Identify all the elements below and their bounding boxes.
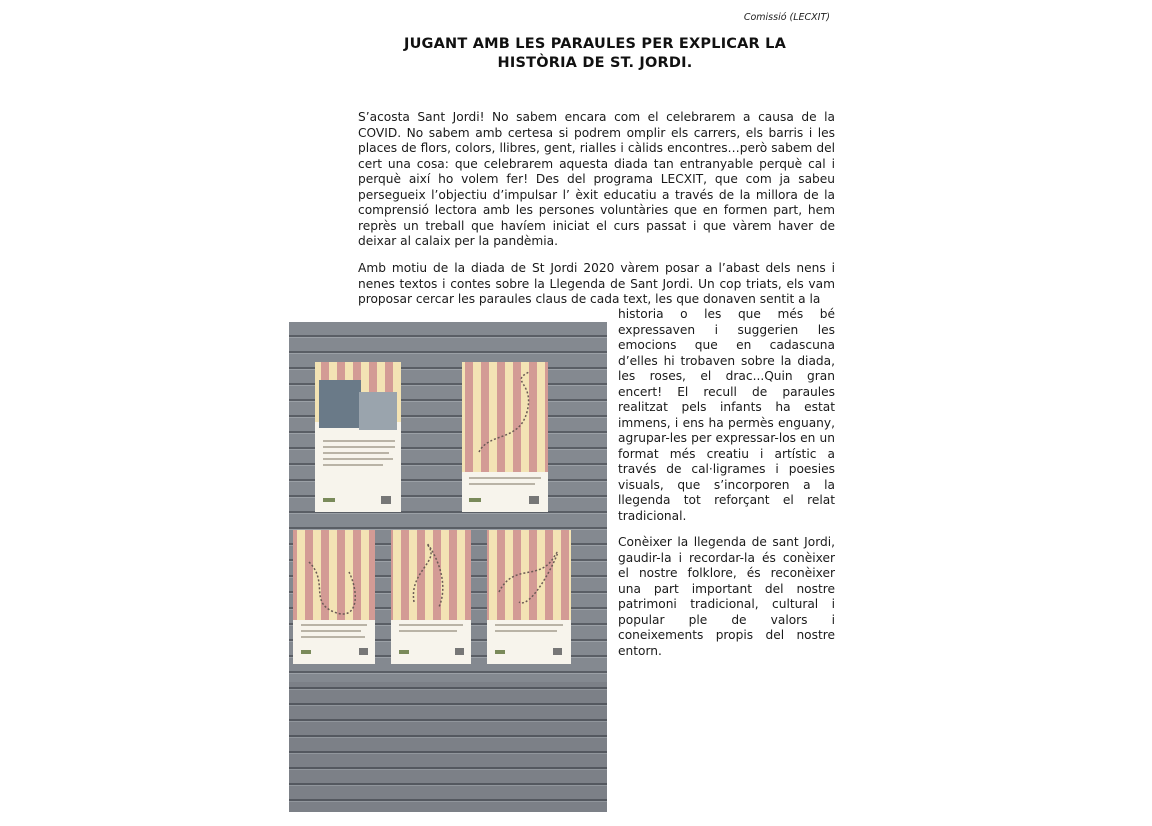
title-line-2: HISTÒRIA DE ST. JORDI. bbox=[497, 55, 693, 71]
poster-top-left bbox=[315, 362, 401, 512]
poster-bottom-right bbox=[487, 530, 571, 664]
paragraph-sant-jordi-2020-continued: historia o les que més bé expressaven i suggerien les emocions que en cadascuna d’elles hi trobaven sobre la diada, les roses, el drac...Quin gran encert! El recull de paraules realitzat pels infants ha estat immens, i ens ha permès enguany, agrupar-les per expressar-los en un format més creatiu i artístic a través de cal·ligrames i poesies visuals, que s’incorporen a la llegenda tot reforçant el relat tradicional. bbox=[618, 307, 835, 523]
title-line-1: JUGANT AMB LES PARAULES PER EXPLICAR LA bbox=[403, 36, 787, 52]
poster-bottom-middle bbox=[391, 530, 471, 664]
poster-bottom-left bbox=[293, 530, 375, 664]
header-note: Comissió (LECXIT) bbox=[743, 12, 830, 23]
page-title bbox=[355, 35, 835, 73]
paragraph-sant-jordi-2020: Amb motiu de la diada de St Jordi 2020 vàrem posar a l’abast dels nens i nenes textos i contes sobre la Llegenda de Sant Jordi. Un cop triats, els vam proposar cercar les paraules claus de cada text, les que donaven sentit a la bbox=[358, 261, 835, 306]
exhibition-photo bbox=[289, 322, 607, 812]
paragraph-folklore: Conèixer la llegenda de sant Jordi, gaudir-la i recordar-la és conèixer el nostre folklore, és reconèixer una part important del nostre patrimoni tradicional, cultural i popular ple de valors i coneixements propis del nostre entorn. bbox=[618, 535, 835, 658]
paragraph-intro: S’acosta Sant Jordi! No sabem encara com el celebrarem a causa de la COVID. No sabem amb certesa si podrem omplir els carrers, els barris i les places de flors, colors, llibres, gent, rialles i càlids encontres…però sabem del cert una cosa: que celebrarem aquesta diada tan entranyable perquè cal i perquè així ho volem fer! Des del programa LECXIT, que com ja sabeu persegueix l’objectiu d’impulsar l’ èxit educatiu a través de la millora de la comprensió lectora amb les persones voluntàries que en formen part, hem reprès un treball que havíem iniciat el curs passat i que vàrem haver de deixar al calaix per la pandèmia. bbox=[358, 110, 835, 248]
poster-top-right bbox=[462, 362, 548, 512]
